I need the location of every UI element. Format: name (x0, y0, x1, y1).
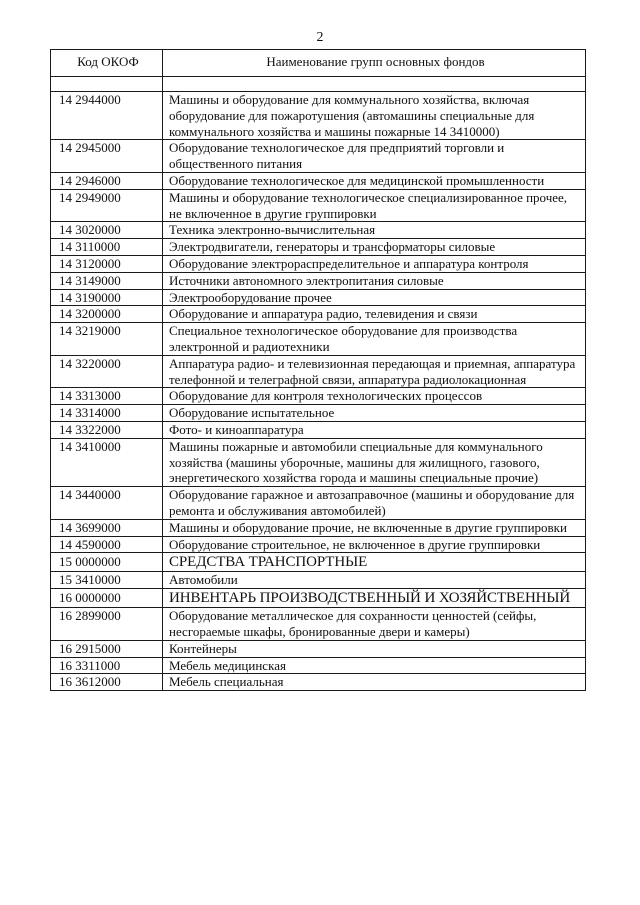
group-name: ИНВЕНТАРЬ ПРОИЗВОДСТВЕННЫЙ И ХОЗЯЙСТВЕННЫЙ (163, 589, 586, 608)
table-row (51, 172, 586, 189)
table-row (51, 92, 586, 140)
group-name: Контейнеры (163, 640, 586, 657)
group-name: СРЕДСТВА ТРАНСПОРТНЫЕ (163, 553, 586, 572)
group-name: Оборудование гаражное и автозаправочное (машины и оборудование для ремонта и обслуживания автомобилей) (163, 487, 586, 520)
group-name: Оборудование и аппаратура радио, телевидения и связи (163, 306, 586, 323)
group-name: Оборудование металлическое для сохранности ценностей (сейфы, несгораемые шкафы, бронированные двери и камеры) (163, 608, 586, 641)
group-name: Оборудование испытательное (163, 405, 586, 422)
okof-code: 14 4590000 (51, 536, 163, 553)
group-name: Оборудование технологическое для предприятий торговли и общественного питания (163, 140, 586, 173)
table-row (51, 355, 586, 388)
okof-code: 14 3314000 (51, 405, 163, 422)
okof-code: 14 3200000 (51, 306, 163, 323)
spacer-row (51, 77, 586, 92)
group-name: Электрооборудование прочее (163, 289, 586, 306)
okof-code: 14 2944000 (51, 92, 163, 140)
okof-code: 14 2946000 (51, 172, 163, 189)
okof-code: 14 2949000 (51, 189, 163, 222)
okof-code: 14 3410000 (51, 438, 163, 486)
group-name: Машины и оборудование прочие, не включенные в другие группировки (163, 519, 586, 536)
table-row (51, 640, 586, 657)
okof-code: 14 3219000 (51, 323, 163, 356)
table-header-row (51, 50, 586, 77)
group-name: Оборудование строительное, не включенное в другие группировки (163, 536, 586, 553)
table-row (51, 608, 586, 641)
table-row (51, 255, 586, 272)
okof-code: 14 3440000 (51, 487, 163, 520)
table-row (51, 674, 586, 691)
okof-code: 14 3020000 (51, 222, 163, 239)
group-name: Машины пожарные и автомобили специальные для коммунального хозяйства (машины уборочные, машины для жилищного, газового, энергетического хозяйства города и машины специальные прочие) (163, 438, 586, 486)
group-name: Мебель специальная (163, 674, 586, 691)
header-name: Наименование групп основных фондов (163, 50, 586, 77)
table-row (51, 189, 586, 222)
okof-code: 14 3149000 (51, 272, 163, 289)
table-row (51, 487, 586, 520)
table-row (51, 421, 586, 438)
group-name: Оборудование электрораспределительное и аппаратура контроля (163, 255, 586, 272)
okof-code: 15 0000000 (51, 553, 163, 572)
page-number: 2 (316, 30, 324, 45)
group-name: Электродвигатели, генераторы и трансформаторы силовые (163, 239, 586, 256)
group-name: Оборудование технологическое для медицинской промышленности (163, 172, 586, 189)
okof-code: 16 0000000 (51, 589, 163, 608)
okof-code: 15 3410000 (51, 572, 163, 589)
table-row (51, 589, 586, 608)
table-row (51, 140, 586, 173)
table-row (51, 572, 586, 589)
table-row (51, 239, 586, 256)
group-name: Мебель медицинская (163, 657, 586, 674)
okof-code: 14 3322000 (51, 421, 163, 438)
table-row (51, 388, 586, 405)
group-name: Машины и оборудование для коммунального хозяйства, включая оборудование для пожаротушения (автомашины специальные для коммунального хозяйства и машины пожарные 14 3410000) (163, 92, 586, 140)
okof-code: 14 3190000 (51, 289, 163, 306)
group-name: Аппаратура радио- и телевизионная передающая и приемная, аппаратура телефонной и телеграфной связи, аппаратура радиолокационная (163, 355, 586, 388)
okof-code: 14 3110000 (51, 239, 163, 256)
group-name: Оборудование для контроля технологических процессов (163, 388, 586, 405)
okof-code: 16 2899000 (51, 608, 163, 641)
table-row (51, 405, 586, 422)
okof-code: 14 3313000 (51, 388, 163, 405)
table-row (51, 438, 586, 486)
okof-code: 14 3699000 (51, 519, 163, 536)
table-row (51, 222, 586, 239)
group-name: Машины и оборудование технологическое специализированное прочее, не включенное в другие группировки (163, 189, 586, 222)
group-name: Специальное технологическое оборудование для производства электронной и радиотехники (163, 323, 586, 356)
group-name: Автомобили (163, 572, 586, 589)
okof-code: 14 2945000 (51, 140, 163, 173)
group-name: Источники автономного электропитания силовые (163, 272, 586, 289)
table-row (51, 553, 586, 572)
table-row (51, 306, 586, 323)
okof-code: 14 3220000 (51, 355, 163, 388)
table-row (51, 272, 586, 289)
okof-code: 14 3120000 (51, 255, 163, 272)
header-code: Код ОКОФ (51, 50, 163, 77)
table-row (51, 289, 586, 306)
group-name: Фото- и киноаппаратура (163, 421, 586, 438)
okof-code: 16 3311000 (51, 657, 163, 674)
okof-table (50, 49, 586, 691)
table-row (51, 323, 586, 356)
group-name: Техника электронно-вычислительная (163, 222, 586, 239)
okof-code: 16 3612000 (51, 674, 163, 691)
table-row (51, 519, 586, 536)
okof-code: 16 2915000 (51, 640, 163, 657)
table-row (51, 657, 586, 674)
table-row (51, 536, 586, 553)
